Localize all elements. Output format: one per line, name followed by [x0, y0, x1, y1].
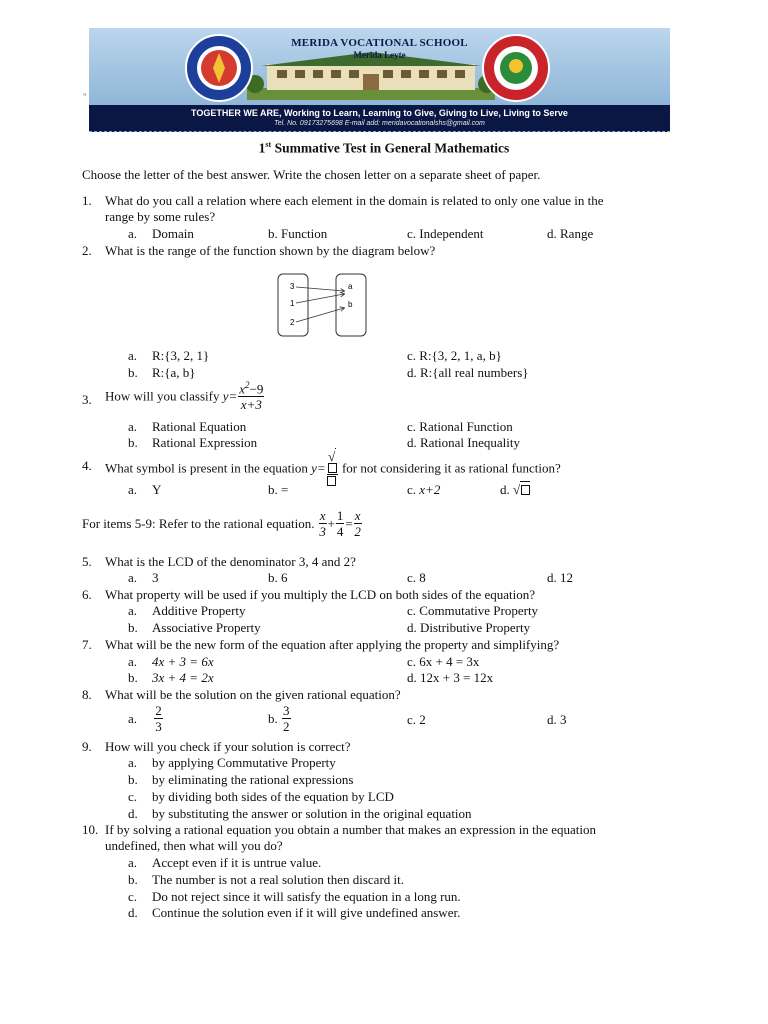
q9-number: 9.: [82, 739, 92, 754]
q9-option-letter: d.: [128, 806, 138, 821]
q2-stem: What is the range of the function shown by the diagram below?: [105, 243, 436, 258]
q3-option-a: Rational Equation: [152, 419, 247, 434]
q10-option-a: Accept even if it is untrue value.: [152, 855, 322, 870]
q6-option-a: Additive Property: [152, 603, 246, 618]
domain-value: 2: [290, 318, 295, 327]
q4-option-c: c. x+2: [407, 482, 441, 497]
q5-option-b: b. 6: [268, 570, 288, 585]
q6-option-a-letter: a.: [128, 603, 138, 618]
q10-stem-line2: undefined, then what will you do?: [105, 838, 283, 853]
q1-stem-line1: What do you call a relation where each element in the domain is related to only one value in the: [105, 193, 604, 208]
q3-stem: How will you classify y= $\frac{x^2-9}{x+3}$: [105, 380, 264, 413]
range-value: a: [348, 282, 353, 291]
q5-stem: What is the LCD of the denominator 3, 4 and 2?: [105, 554, 356, 569]
q10-option-letter: b.: [128, 872, 138, 887]
q4-option-d: d. √: [500, 482, 530, 498]
q4-fraction: √: [327, 450, 338, 486]
q2-option-a: R:{3, 2, 1}: [152, 348, 210, 363]
items-5-9-intro: For items 5-9: Refer to the rational equation. $\frac{x}{3}$ + $\frac{1}{4}$ = $\frac{x}{2}$: [82, 508, 361, 539]
deped-seal-icon: [184, 33, 254, 103]
q4-stem: What symbol is present in the equation y= √ for not considering it as rational function?: [105, 450, 561, 486]
q8-option-a: a. $\frac{2}{3}$: [128, 703, 162, 734]
q10-option-letter: c.: [128, 889, 138, 904]
q6-option-b-letter: b.: [128, 620, 138, 635]
domain-value: 3: [290, 282, 295, 291]
q6-option-c: c. Commutative Property: [407, 603, 539, 618]
q9-option-b: by eliminating the rational expressions: [152, 772, 354, 787]
q4-option-a: Y: [152, 482, 162, 497]
q10-option-d: Continue the solution even if it will give undefined answer.: [152, 905, 461, 920]
q7-number: 7.: [82, 637, 92, 652]
stray-quote-mark: ": [83, 92, 87, 102]
school-motto: TOGETHER WE ARE, Working to Learn, Learning to Give, Giving to Live, Living to Serve: [191, 108, 568, 118]
q1-option-c: c. Independent: [407, 226, 484, 241]
q2-number: 2.: [82, 243, 92, 258]
q10-option-letter: a.: [128, 855, 138, 870]
q1-number: 1.: [82, 193, 92, 208]
q8-option-c: c. 2: [407, 712, 426, 727]
q5-option-d: d. 12: [547, 570, 573, 585]
q4-option-a-letter: a.: [128, 482, 138, 497]
instruction: Choose the letter of the best answer. Write the chosen letter on a separate sheet of paper.: [82, 167, 541, 182]
q3-number: 3.: [82, 392, 92, 407]
q7-option-a-letter: a.: [128, 654, 138, 669]
q10-option-c: Do not reject since it will satisfy the equation in a long run.: [152, 889, 461, 904]
q4-number: 4.: [82, 458, 92, 473]
q3-option-a-letter: a.: [128, 419, 138, 434]
q7-stem: What will be the new form of the equation after applying the property and simplifying?: [105, 637, 560, 652]
q3-option-b: Rational Expression: [152, 435, 258, 450]
q1-stem-line2: range by some rules?: [105, 209, 216, 224]
q2-option-a-letter: a.: [128, 348, 138, 363]
q9-option-letter: b.: [128, 772, 138, 787]
q7-option-d: d. 12x + 3 = 12x: [407, 670, 494, 685]
q1-option-b: b. Function: [268, 226, 328, 241]
school-contact: Tel. No. 09173275698 E-mail add: meridavocationalshs@gmail.com: [274, 120, 485, 127]
q5-option-a: 3: [152, 570, 159, 585]
q9-option-d: by substituting the answer or solution in the original equation: [152, 806, 472, 821]
q9-option-a: by applying Commutative Property: [152, 755, 336, 770]
range-value: b: [348, 300, 353, 309]
q7-option-a: 4x + 3 = 6x: [152, 654, 214, 669]
q2-option-d: d. R:{all real numbers}: [407, 365, 529, 380]
q5-option-a-letter: a.: [128, 570, 138, 585]
q6-option-d: d. Distributive Property: [407, 620, 531, 635]
q8-stem: What will be the solution on the given rational equation?: [105, 687, 401, 702]
q3-option-c: c. Rational Function: [407, 419, 513, 434]
q10-number: 10.: [82, 822, 99, 837]
q2-option-c: c. R:{3, 2, 1, a, b}: [407, 348, 502, 363]
q1-option-d: d. Range: [547, 226, 594, 241]
test-title: 1st Summative Test in General Mathematics: [258, 140, 510, 156]
q4-option-b: b. =: [268, 482, 289, 497]
q8-number: 8.: [82, 687, 92, 702]
q10-option-letter: d.: [128, 905, 138, 920]
q7-option-c: c. 6x + 4 = 3x: [407, 654, 480, 669]
q9-option-letter: c.: [128, 789, 138, 804]
header-banner: [89, 28, 670, 132]
header-divider: [89, 131, 670, 132]
school-location: Merida Leyte: [353, 50, 406, 60]
q2-option-b-letter: b.: [128, 365, 138, 380]
q7-option-b-letter: b.: [128, 670, 138, 685]
q1-option-a-letter: a.: [128, 226, 138, 241]
q5-number: 5.: [82, 554, 92, 569]
q9-stem: How will you check if your solution is correct?: [105, 739, 351, 754]
q1-option-a: Domain: [152, 226, 194, 241]
q10-stem-line1: If by solving a rational equation you obtain a number that makes an expression in the equation: [105, 822, 596, 837]
q6-option-b: Associative Property: [152, 620, 261, 635]
q6-number: 6.: [82, 587, 92, 602]
q6-stem: What property will be used if you multiply the LCD on both sides of the equation?: [105, 587, 536, 602]
mapping-diagram: [274, 272, 374, 338]
q5-option-c: c. 8: [407, 570, 426, 585]
school-name: MERIDA VOCATIONAL SCHOOL: [291, 37, 468, 49]
domain-value: 1: [290, 299, 295, 308]
q9-option-c: by dividing both sides of the equation by LCD: [152, 789, 394, 804]
q8-option-d: d. 3: [547, 712, 567, 727]
school-seal-icon: [481, 33, 551, 103]
q9-option-letter: a.: [128, 755, 138, 770]
q3-option-d: d. Rational Inequality: [407, 435, 521, 450]
q8-option-b: b. $\frac{3}{2}$: [268, 703, 290, 734]
q3-fraction: $\frac{x^2-9}{x+3}$: [239, 380, 264, 413]
q3-option-b-letter: b.: [128, 435, 138, 450]
q10-option-b: The number is not a real solution then discard it.: [152, 872, 404, 887]
q2-option-b: R:{a, b}: [152, 365, 196, 380]
q7-option-b: 3x + 4 = 2x: [152, 670, 214, 685]
